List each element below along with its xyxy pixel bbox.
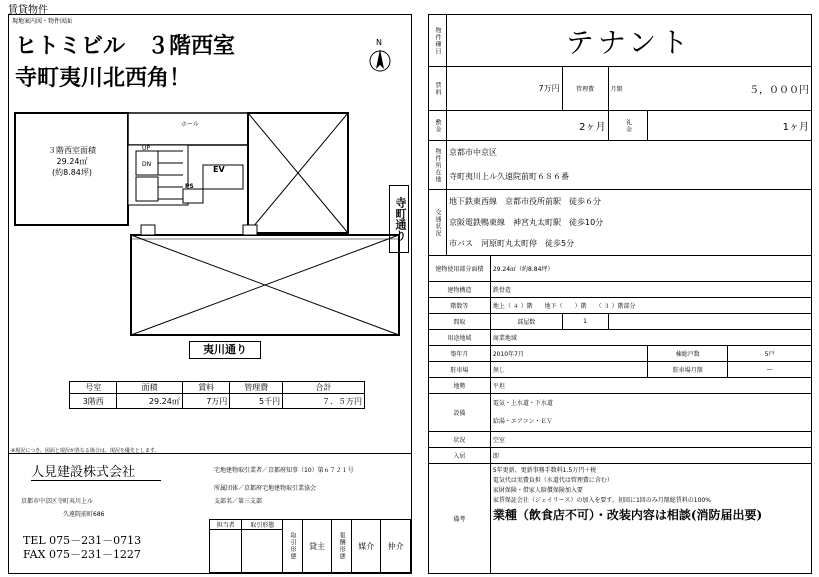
equip-1: 電気・上水道・下水道: [492, 399, 553, 407]
area-m2: 29.24㎡: [56, 157, 88, 166]
company-fax: FAX 075－231－1227: [23, 548, 141, 561]
structure-value: 鉄骨造: [490, 282, 811, 298]
transport-3: 市バス 河原町丸太町停 徒歩5分: [448, 239, 575, 248]
company-assoc1: 所属団体／京都府宅地建物取引業協会: [214, 485, 317, 492]
label-equipment: 設備: [429, 394, 491, 432]
room-table: [69, 381, 365, 409]
label-transport: 交通状況: [429, 190, 447, 256]
move-in-value: 即: [490, 448, 811, 464]
area-tsubo: (約8.84坪): [51, 168, 93, 177]
stamp-fee: 報酬形態: [332, 520, 352, 573]
th-mgmt: 管理費: [230, 382, 283, 394]
stamp-broker: 仲介: [381, 520, 411, 573]
elevator-label: EV: [213, 165, 225, 174]
label-floors: 階数等: [429, 298, 491, 314]
north-arrow-icon: [367, 37, 393, 77]
units-value: 5戸: [728, 346, 812, 362]
property-spec-table: [428, 14, 812, 574]
left-panel: [8, 14, 412, 574]
parking-fee-value: —: [728, 362, 812, 378]
terrain-value: 平坦: [490, 378, 811, 394]
label-move-in: 入居: [429, 448, 491, 464]
rooms-value: 1: [562, 314, 608, 330]
floor-plan: [13, 103, 409, 355]
th-room: 号室: [70, 382, 117, 394]
note-3: 家財保険・借家人賠償保険加入要: [492, 487, 583, 494]
transport-2: 京阪電鉄鴨東線 神宮丸太町駅 徒歩10分: [448, 218, 604, 227]
north-label: N: [376, 38, 382, 47]
label-notes: 備考: [429, 464, 491, 574]
location: [446, 141, 811, 190]
transport-1: 地下鉄東西線 京都市役所前駅 徒歩６分: [448, 197, 601, 206]
stamp-agent: 媒介: [351, 520, 381, 573]
loc-line2: 寺町夷川上ル久遠院前町６８６番: [448, 172, 569, 181]
subtitle: 現地案内図・物件図面: [12, 18, 73, 25]
type-value: テナント: [446, 15, 811, 67]
company-address2: 久遠院前町686: [63, 511, 105, 518]
equipment: [490, 394, 811, 432]
street-teramachi: 寺町通り: [389, 185, 409, 253]
deposit-value: 2ヶ月: [446, 111, 608, 141]
label-terrain: 地勢: [429, 378, 491, 394]
label-monthly: 月額: [608, 67, 648, 111]
key-money-value: 1ヶ月: [648, 111, 812, 141]
loc-line1: 京都市中京区: [448, 148, 497, 157]
built-value: 2010年7月: [490, 346, 648, 362]
street-ebisugawa: 夷川通り: [189, 341, 261, 359]
label-type: 物件種目: [429, 15, 447, 67]
td-rent: 7万円: [182, 394, 229, 409]
mgmt-value: ５，０００円: [648, 67, 812, 111]
floors-value: 地上（ ４ ）階 地下（ ）階 （ ３ ）階部分: [490, 298, 811, 314]
label-deposit: 敷金: [429, 111, 447, 141]
note-5: 業種（飲食店不可）・改装内容は相談(消防届出要): [492, 508, 763, 522]
label-rent: 賃料: [429, 67, 447, 111]
th-rent: 賃料: [182, 382, 229, 394]
note-2: 電気代は実費負担（水道代は管理費に含む）: [492, 477, 613, 484]
rent-value: 7万円: [446, 67, 562, 111]
stamp-type: 取引形態: [242, 520, 283, 530]
td-area: 29.24㎡: [117, 394, 182, 409]
rental-label: 賃貸物件: [8, 5, 48, 16]
status-value: 空室: [490, 432, 811, 448]
label-zoning: 用途地域: [429, 330, 491, 346]
company-assoc2: 支部名／第三支部: [214, 498, 263, 505]
label-rooms: 部屋数: [490, 314, 562, 330]
property-title: ヒトミビル ３階西室: [15, 33, 236, 59]
stamp-landlord: 貸主: [302, 520, 332, 573]
label-mgmt: 管理費: [562, 67, 608, 111]
company-name: 人見建設株式会社: [31, 461, 161, 481]
company-address1: 京都市中京区寺町夷川上ル: [21, 498, 94, 505]
stairs-up-label: UP: [142, 145, 151, 152]
equip-2: 給湯・エアコン・ＥＶ: [492, 417, 553, 425]
th-total: 合計: [283, 382, 365, 394]
area-info: [27, 145, 117, 178]
label-area: 建物使用部分面積: [429, 256, 491, 282]
company-license: 宅地建物取引業者／京都府知事（10）第６７２１号: [214, 467, 354, 474]
label-units: 棟総戸数: [648, 346, 728, 362]
note-4: 家賃保証会社（ジェイリース）の加入を要す。初回に1回のみ月額総賃料の100%: [492, 497, 711, 504]
property-tagline: 寺町夷川北西角！: [15, 65, 192, 91]
transport: [446, 190, 811, 256]
hall-label: ホール: [181, 121, 199, 128]
label-parking-fee: 駐車場月額: [648, 362, 728, 378]
footnote: ※現況につき、図面と現況が異なる場合は、現況を優先とします。: [11, 448, 160, 454]
note-1: 5年更新、更新事務手数料1.5万円＋税: [492, 467, 597, 474]
label-location: 物件所在地: [429, 141, 447, 190]
td-room: 3階西: [70, 394, 117, 409]
parking-value: 無し: [490, 362, 648, 378]
label-status: 状況: [429, 432, 491, 448]
stairs-down-label: DN: [142, 161, 152, 168]
label-built: 築年月: [429, 346, 491, 362]
label-key-money: 礼金: [608, 111, 648, 141]
label-structure: 建物構造: [429, 282, 491, 298]
td-mgmt: 5千円: [230, 394, 283, 409]
stamp-person: 担当者: [210, 520, 242, 530]
ps-label: PS: [185, 183, 194, 190]
label-parking: 駐車場: [429, 362, 491, 378]
th-area: 面積: [117, 382, 182, 394]
notes: [490, 464, 811, 574]
company-tel: TEL 075－231－0713: [23, 534, 142, 547]
td-total: ７．５万円: [283, 394, 365, 409]
stamp-trade: 取引形態: [283, 520, 303, 573]
label-layout: 間取: [429, 314, 491, 330]
area-title: ３階西室面積: [48, 146, 96, 155]
zoning-value: 商業地域: [490, 330, 811, 346]
stamp-table: [209, 519, 411, 573]
area-value: 29.24㎡（約8.84坪）: [490, 256, 811, 282]
